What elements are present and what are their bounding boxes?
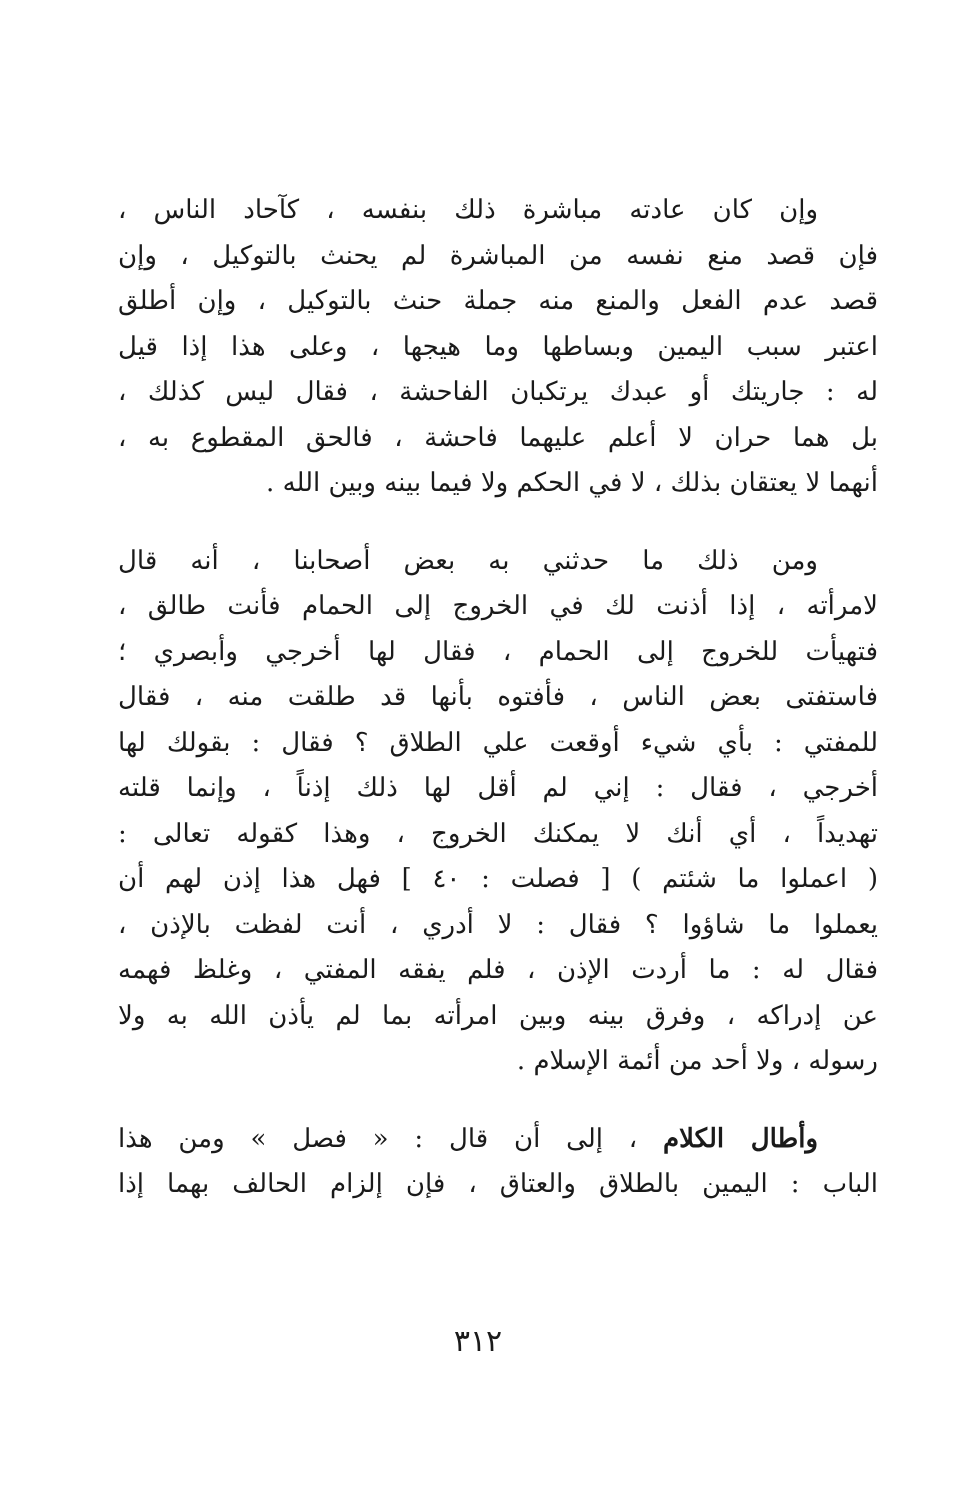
text-line: أخرجي ، فقال : إني لم أقل لها ذلك إذناً ، وإنما قلته	[118, 773, 878, 803]
paragraph-3	[118, 1117, 878, 1208]
text-line: لامرأته ، إذا أذنت لك في الخروج إلى الحمام فأنت طالق ،	[118, 591, 878, 621]
page-number: ٣١٢	[453, 1324, 503, 1359]
text-line: ( اعملوا ما شئتم ) [ فصلت : ٤٠ ] فهل هذا إذن لهم أن	[118, 864, 878, 894]
text-line-rest: ، إلى أن قال : « فصل » ومن هذا	[118, 1123, 663, 1154]
text-line: فقال له : ما أردت الإذن ، فلم يفقه المفتي ، وغلظ فهمه	[118, 955, 878, 985]
paragraph-2	[118, 539, 878, 1085]
text-line: للمفتي : بأي شيء أوقعت علي الطلاق ؟ فقال : بقولك لها	[118, 727, 878, 758]
page-body	[118, 188, 878, 1208]
bold-lead: وأطال الكلام	[663, 1123, 819, 1154]
text-line: فاستفتى بعض الناس ، فأفتوه بأنها قد طلقت منه ، فقال	[118, 682, 878, 712]
text-line: أنهما لا يعتقان بذلك ، لا في الحكم ولا فيما بينه وبين الله .	[266, 468, 878, 498]
text-line: فتهيأت للخروج إلى الحمام ، فقال لها أخرجي وأبصري ؛	[118, 636, 878, 667]
paragraph-1	[118, 188, 878, 507]
text-line: وإن كان عادته مباشرة ذلك بنفسه ، كآحاد الناس ،	[118, 195, 818, 225]
text-line: قصد عدم الفعل والمنع منه جملة حنث بالتوكيل ، وإن أطلق	[118, 286, 878, 316]
text-line: الباب : اليمين بالطلاق والعتاق ، فإن إلزام الحالف بهما إذا	[118, 1169, 878, 1199]
text-line: فإن قصد منع نفسه من المباشرة لم يحنث بالتوكيل ، وإن	[118, 240, 878, 271]
text-line	[118, 1117, 878, 1163]
text-line: له : جاريتك أو عبدك يرتكبان الفاحشة ، فقال ليس كذلك ،	[118, 377, 878, 407]
text-line: عن إدراكه ، وفرق بينه وبين امرأته بما لم يأذن الله به ولا	[118, 1000, 878, 1031]
text-line: اعتبر سبب اليمين وبساطها وما هيجها ، وعلى هذا إذا قيل	[118, 331, 878, 362]
text-line: تهديداً ، أي أنك لا يمكنك الخروج ، وهذا كقوله تعالى :	[118, 818, 878, 849]
text-line: بل هما حران لا أعلم عليهما فاحشة ، فالحق المقطوع به ،	[118, 422, 878, 453]
text-line: يعملوا ما شاؤوا ؟ فقال : لا أدري ، أنت لفظت بالإذن ،	[118, 909, 878, 940]
text-line: رسوله ، ولا أحد من أئمة الإسلام .	[516, 1046, 878, 1076]
text-line: ومن ذلك ما حدثني به بعض أصحابنا ، أنه قال	[118, 545, 818, 576]
